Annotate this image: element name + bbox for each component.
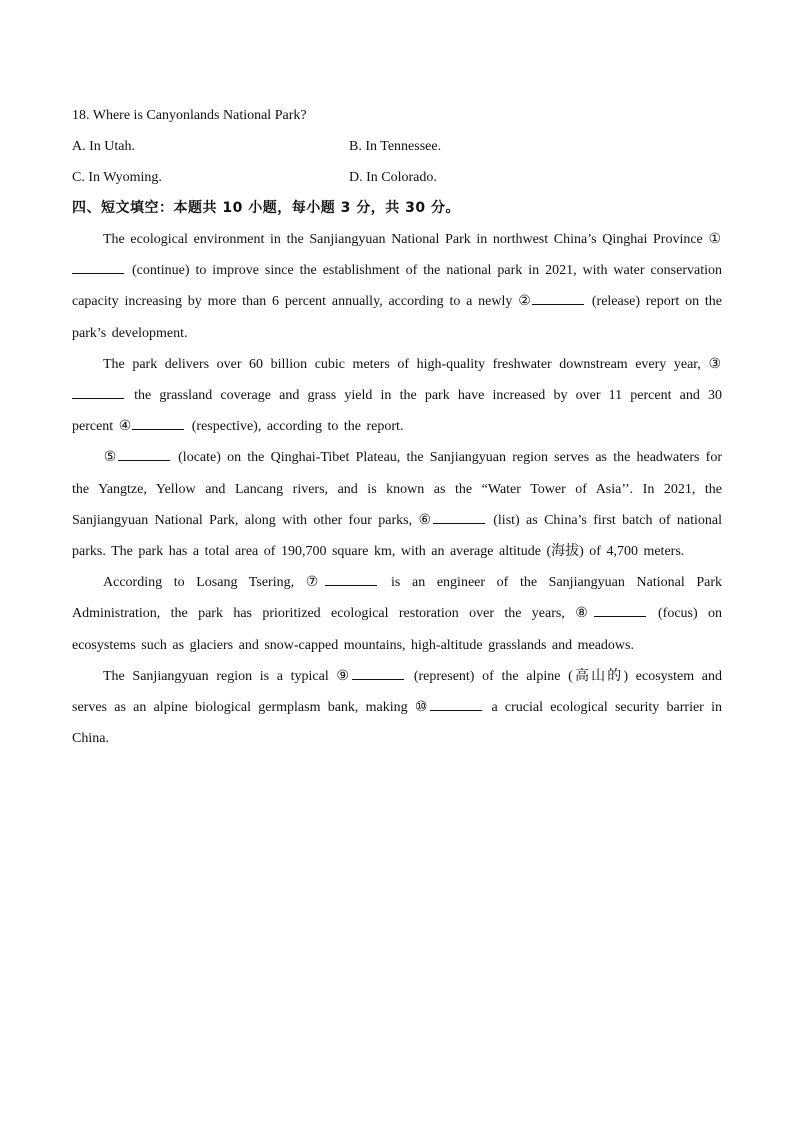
option-d[interactable]: D. In Colorado.	[349, 170, 437, 185]
text-segment: The park delivers over 60 billion cubic meters of high-quality freshwater downstream every year,	[103, 356, 709, 372]
blank-3[interactable]	[72, 384, 124, 399]
blank-number-4: ④	[118, 419, 132, 435]
blank-number-5: ⑤	[103, 450, 117, 466]
blank-1[interactable]	[72, 259, 124, 274]
blank-5[interactable]	[118, 446, 170, 461]
text-segment: (respective), according to the report.	[186, 419, 404, 435]
text-segment: a crucial ecological security barrier in China.	[72, 700, 722, 747]
paragraph-4	[72, 567, 722, 661]
blank-number-3: ③	[708, 356, 721, 372]
text-segment: (focus) on ecosystems such as glaciers and snow-capped mountains, high-altitude grasslands and meadows.	[72, 606, 723, 653]
text-segment: According to Losang Tsering,	[103, 575, 306, 591]
blank-4[interactable]	[132, 415, 184, 430]
option-c[interactable]: C. In Wyoming.	[72, 170, 162, 185]
paragraph-3	[72, 442, 722, 567]
blank-number-9: ⑨	[336, 668, 352, 684]
blank-number-7: ⑦	[305, 575, 325, 591]
blank-number-8: ⑧	[575, 606, 593, 622]
text-segment: (represent) of the alpine (高山的) ecosystem and serves as an alpine biological germplasm bank, making	[72, 668, 722, 716]
text-segment: (locate) on the Qinghai-Tibet Plateau, the Sanjiangyuan region serves as the headwaters for the Yangtze, Yellow and Lancang rivers, and is known as the “Water Tower of Asia’’. In 2021, the Sanjiangyuan National Park, along with other four parks,	[72, 450, 722, 528]
option-b[interactable]: B. In Tennessee.	[349, 139, 442, 154]
option-a[interactable]: A. In Utah.	[72, 139, 135, 154]
text-segment: (list) as China’s first batch of national parks. The park has a total area of 190,700 square km, with an average altitude (海拔) of 4,700 meters.	[72, 512, 722, 560]
paragraph-1	[72, 224, 722, 349]
text-segment: the grassland coverage and grass yield in the park have increased by over 11 percent and 30 percent	[72, 388, 722, 435]
text-segment: (continue) to improve since the establishment of the national park in 2021, with water conservation capacity increasing by more than 6 percent annually, according to a newly	[72, 263, 722, 310]
blank-2[interactable]	[532, 290, 584, 305]
blank-number-2: ②	[518, 294, 532, 310]
paragraph-5	[72, 661, 722, 755]
options-row-1	[72, 131, 722, 162]
text-segment: The ecological environment in the Sanjiangyuan National Park in northwest China’s Qinghai Province	[103, 232, 709, 247]
text-segment: (release) report on the park’s development.	[72, 294, 722, 341]
text-segment: is an engineer of the Sanjiangyuan National Park Administration, the park has prioritized ecological restoration over the years,	[72, 575, 722, 622]
blank-7[interactable]	[325, 571, 377, 586]
blank-number-10: ⑩	[414, 700, 430, 716]
blank-number-6: ⑥	[418, 512, 432, 528]
blank-number-1: ①	[708, 232, 721, 247]
blank-9[interactable]	[352, 665, 404, 680]
paragraph-2	[72, 349, 722, 443]
blank-6[interactable]	[433, 509, 485, 524]
question-stem: 18. Where is Canyonlands National Park?	[72, 108, 307, 123]
text-segment: The Sanjiangyuan region is a typical	[103, 668, 337, 684]
blank-10[interactable]	[430, 696, 482, 711]
options-row-2	[72, 162, 722, 193]
section-title: 四、短文填空：本题共 10 小题，每小题 3 分，共 30 分。	[72, 200, 460, 216]
document-page	[72, 100, 722, 754]
blank-8[interactable]	[594, 602, 646, 617]
